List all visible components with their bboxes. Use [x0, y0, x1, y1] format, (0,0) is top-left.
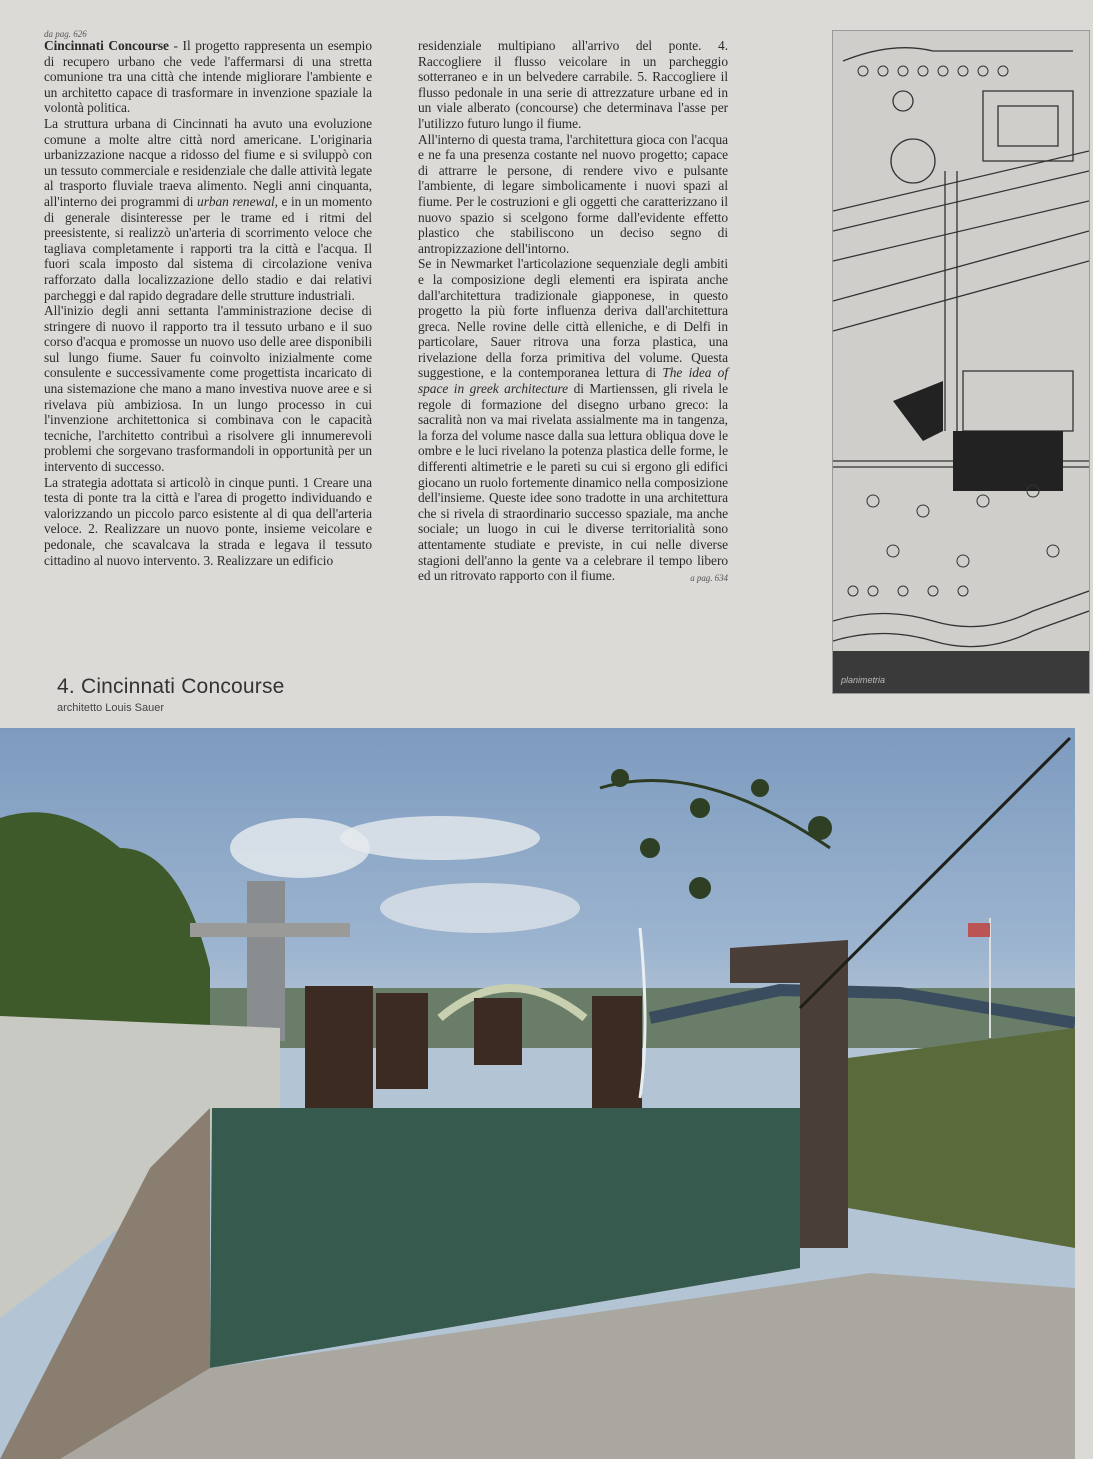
site-plan-drawing — [832, 30, 1090, 694]
paragraph: La struttura urbana di Cincinnati ha avuto una evoluzione comune a molte altre città nord americane. L'originaria urbanizzazione nacque a ridosso del fiume e si sviluppò con un tessuto commerciale e residenziale che dalle attività legate al trasporto fluviale traeva alimento. Negli anni cinquanta, all'interno dei programmi di urban renewal, e in un momento di generale disinteresse per le trame ed i ritmi del preesistente, si realizzò un'arteria di scorrimento veloce che tagliava completamente i rapporti tra la città e l'acqua. Il fuori scala imposto dal sistema di circolazione veniva rafforzato dalla localizzazione dello stadio e dai relativi parcheggi e dal rapido degradare delle strutture industriali. — [44, 115, 372, 303]
text-column-1 — [44, 38, 372, 568]
text-column-2 — [418, 38, 728, 587]
paragraph: All'inizio degli anni settanta l'amministrazione decise di stringere di nuovo il rapporto tra il tessuto urbano e il suo corso d'acqua e promosse un nuovo uso delle aree disponibili sul lungo fiume. Sauer fu coinvolto inizialmente come consulente e successivamente come progettista incaricato di una sistemazione che mano a mano investiva nuove aree e si rivelava più ambiziosa. In un lungo processo in cui l'invenzione architettonica si combinava con le capacità tecniche, l'architetto contribuì a risolvere gli innumerevoli problemi che sorgevano trasformandoli in opportunità per un intervento di successo. — [44, 303, 372, 475]
concourse-photo — [0, 728, 1075, 1459]
page-ref-from: da pag. 626 — [44, 29, 87, 39]
paragraph: Cincinnati Concourse - Il progetto rappresenta un esempio di recupero urbano che vede l'affermarsi di una stretta comunione tra una città che intende migliorare l'ambiente e un architetto capace di trasformare in invenzione spaziale la volontà politica. — [44, 38, 372, 116]
section-subtitle: architetto Louis Sauer — [57, 702, 165, 714]
article-lead: Cincinnati Concourse — [44, 38, 169, 53]
photo-illustration-icon — [0, 728, 1075, 1459]
section-title: 4. Cincinnati Concourse — [57, 675, 285, 698]
plan-label: planimetria — [841, 675, 886, 685]
page-ref-to: a pag. 634 — [690, 573, 728, 584]
paragraph: Se in Newmarket l'articolazione sequenziale degli ambiti e la composizione degli elementi era ispirata anche dall'architettura tradizionale giapponese, in questo progetto la più forte influenza deriva dall'architettura greca. Nelle rovine delle città elleniche, e di Delfi in particolare, Sauer ritrova una forza plastica, una rivelazione della forza primitiva del volume. Questa suggestione, e la contemporanea lettura di The idea of space in greek architecture di Martienssen, gli rivela le regole di formazione del disegno urbano greco: la sacralità non va mai rivelata assialmente ma in tangenza, la forza del volume nasce dalla sua lettura obliqua dove le ombre e le luci rivelano la potenza plastica delle forme, le differenti altimetrie e le pareti su cui si ergono gli edifici giocano un ruolo fortemente dinamico nella composizione dell'insieme. Queste idee sono tradotte in una architettura che si rivela di straordinario successo spaziale, ma anche sociale; un luogo in cui le diverse territorialità sono attentamente studiate e previste, in cui nelle diverse stagioni dell'anno la gente va a celebrare il tempo libero ed un ritrovato rapporto con il fiume. a pag. 634 — [418, 256, 728, 583]
paragraph: All'interno di questa trama, l'architettura gioca con l'acqua e ne fa una presenza costante nel nuovo progetto; capace di attrarre le persone, di rendere vivo e pulsante l'ambiente, di legare simbolicamente i nuovi spazi al fiume. Per le costruzioni e gli oggetti che caratterizzano il nuovo spazio si scelgono forme dall'evidente effetto plastico che stabiliscono un deciso segno di antropizzazione dell'intorno. — [418, 131, 728, 256]
paragraph: residenziale multipiano all'arrivo del ponte. 4. Raccogliere il flusso veicolare in un parcheggio sotterraneo e in un belvedere carrabile. 5. Raccogliere il flusso pedonale in una serie di attrezzature urbane ed in un viale alberato (concourse) che determinava l'asse per l'utilizzo futuro lungo il fiume. — [418, 38, 728, 131]
site-plan-icon — [833, 31, 1089, 693]
paragraph: La strategia adottata si articolò in cinque punti. 1 Creare una testa di ponte tra la città e l'area di progetto individuando e valorizzando un piccolo parco esistente al di qua dell'arteria veloce. 2. Realizzare un nuovo ponte, insieme veicolare e pedonale, che scavalcava la strada e legava il tessuto cittadino al nuovo intervento. 3. Realizzare un edificio — [44, 474, 372, 568]
